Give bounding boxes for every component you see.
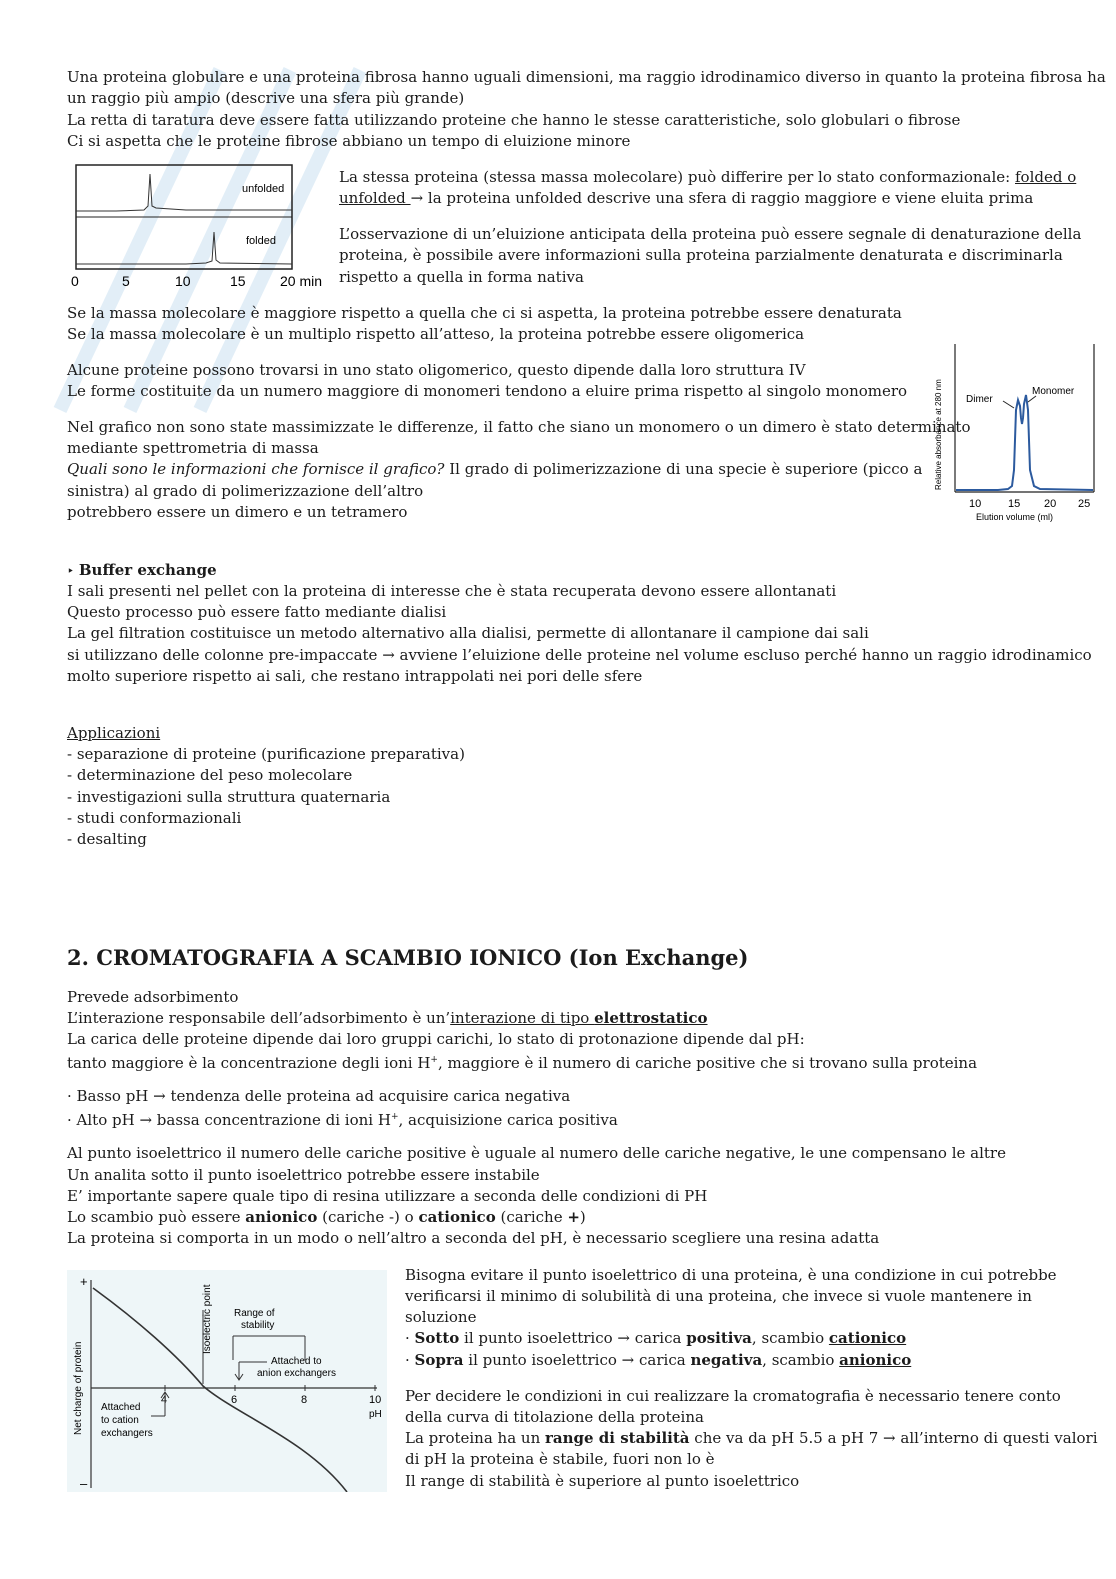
x-axis-label: pH — [369, 1409, 382, 1420]
list-item: - desalting — [67, 830, 147, 848]
dimer-monomer-chart — [928, 340, 1100, 525]
subsection-title: ‣ Buffer exchange — [67, 561, 217, 579]
tick-label: 15 — [1008, 498, 1021, 510]
tick-label: 5 — [122, 273, 130, 289]
text-line: Alcune proteine possono trovarsi in uno stato oligomerico, questo dipende dalla loro struttura IV — [67, 361, 806, 379]
x-axis-label: Elution volume (ml) — [976, 512, 1054, 522]
tick-label: 10 — [969, 498, 982, 510]
text-line: Bisogna evitare il punto isoelettrico di una proteina, è una condizione in cui potrebbe — [405, 1266, 1057, 1284]
list-item: - separazione di proteine (purificazione preparativa) — [67, 745, 465, 763]
label-cation: Attached — [101, 1402, 141, 1413]
chart-background — [67, 1270, 387, 1492]
text-line: tanto maggiore è la concentrazione degli ioni H+, maggiore è il numero di cariche positive che si trovano sulla proteina — [67, 1054, 978, 1072]
text-line: soluzione — [405, 1308, 477, 1326]
tick-label: 25 — [1078, 498, 1091, 510]
arrow-dimer — [1003, 401, 1014, 408]
text-line: · Sotto il punto isoelettrico → carica positiva, scambio cationico — [405, 1329, 907, 1347]
text-line: La proteina ha un range di stabilità che va da pH 5.5 a pH 7 → all’interno di questi valori — [405, 1429, 1098, 1447]
text-line: Nel grafico non sono state massimizzate le differenze, il fatto che siano un monomero o un dimero è stato determinato — [67, 418, 971, 436]
label-monomer: Monomer — [1032, 386, 1075, 397]
text-line: molto superiore rispetto ai sali, che restano intrappolati nei pori delle sfere — [67, 667, 643, 685]
section-heading: 2. CROMATOGRAFIA A SCAMBIO IONICO (Ion Exchange) — [67, 945, 749, 970]
label-anion: anion exchangers — [257, 1368, 336, 1379]
label-cation: to cation — [101, 1415, 139, 1426]
tick-label: 8 — [301, 1394, 308, 1406]
text-line: · Basso pH → tendenza delle proteina ad acquisire carica negativa — [67, 1087, 571, 1105]
text-line: mediante spettrometria di massa — [67, 439, 319, 457]
list-item: - determinazione del peso molecolare — [67, 766, 353, 784]
text-line: I sali presenti nel pellet con la proteina di interesse che è stata recuperata devono essere allontanati — [67, 582, 837, 600]
label-cation: exchangers — [101, 1428, 153, 1439]
text-line: L’interazione responsabile dell’adsorbimento è un’interazione di tipo elettrostatico — [67, 1009, 708, 1027]
text-line: La gel filtration costituisce un metodo alternativo alla dialisi, permette di allontanare il campione dai sali — [67, 624, 869, 642]
text-line: La carica delle proteine dipende dai loro gruppi carichi, lo stato di protonazione dipende dal pH: — [67, 1030, 805, 1048]
text-line: unfolded → la proteina unfolded descrive una sfera di raggio maggiore e viene eluita prima — [339, 189, 1034, 207]
text-line: verificarsi il minimo di solubilità di una proteina, che invece si vuole mantenere in — [405, 1287, 1032, 1305]
text-line: La proteina si comporta in un modo o nell’altro a seconda del pH, è necessario scegliere una resina adatta — [67, 1229, 880, 1247]
text-line: sinistra) al grado di polimerizzazione dell’altro — [67, 482, 424, 500]
text-line: Le forme costituite da un numero maggiore di monomeri tendono a eluire prima rispetto al singolo monomero — [67, 382, 908, 400]
tick-label: 20 — [1044, 498, 1057, 510]
text-line: La retta di taratura deve essere fatta utilizzando proteine che hanno le stesse caratteristiche, solo globulari o fibrose — [67, 111, 961, 129]
label-minus: – — [80, 1476, 88, 1491]
text-line: rispetto a quella in forma nativa — [339, 268, 584, 286]
tick-label: 10 — [175, 273, 191, 289]
tick-label: 10 — [369, 1394, 382, 1406]
label-dimer: Dimer — [966, 394, 993, 405]
label-anion: Attached to — [271, 1356, 322, 1367]
text-line: Questo processo può essere fatto mediante dialisi — [67, 603, 447, 621]
list-item: - studi conformazionali — [67, 809, 242, 827]
applications-title: Applicazioni — [67, 724, 161, 742]
y-axis-label: Net charge of protein — [73, 1341, 84, 1435]
elution-trace — [956, 395, 1093, 490]
text-line: Una proteina globulare e una proteina fibrosa hanno uguali dimensioni, ma raggio idrodinamico diverso in quanto la proteina fibrosa ha — [67, 68, 1106, 86]
y-axis-label: Relative absorbance at 280 nm — [934, 379, 943, 490]
text-line: della curva di titolazione della proteina — [405, 1408, 704, 1426]
text-line: Lo scambio può essere anionico (cariche -) o cationico (cariche +) — [67, 1208, 586, 1226]
label-range: Range of — [234, 1308, 275, 1319]
text-line: · Alto pH → bassa concentrazione di ioni H+, acquisizione carica positiva — [67, 1111, 618, 1129]
label-plus: + — [80, 1274, 88, 1289]
label-range: stability — [241, 1320, 275, 1331]
label-unfolded: unfolded — [242, 183, 285, 195]
label-folded: folded — [246, 235, 276, 247]
text-line: Se la massa molecolare è maggiore rispetto a quella che ci si aspetta, la proteina potrebbe essere denaturata — [67, 304, 902, 322]
text-line: potrebbero essere un dimero e un tetramero — [67, 503, 408, 521]
text-line: Un analita sotto il punto isoelettrico potrebbe essere instabile — [67, 1166, 540, 1184]
tick-label: 6 — [231, 1394, 238, 1406]
text-line: di pH la proteina è stabile, fuori non lo è — [405, 1450, 715, 1468]
text-line: Il range di stabilità è superiore al punto isoelettrico — [405, 1472, 800, 1490]
fold-chromatogram — [66, 160, 331, 295]
text-line: · Sopra il punto isoelettrico → carica negativa, scambio anionico — [405, 1351, 912, 1369]
text-line: L’osservazione di un’eluizione anticipata della proteina può essere segnale di denaturazione della — [339, 225, 1082, 243]
text-line: E’ importante sapere quale tipo di resina utilizzare a seconda delle condizioni di PH — [67, 1187, 708, 1205]
titration-curve-chart — [67, 1270, 387, 1492]
text-line: La stessa proteina (stessa massa molecolare) può differire per lo stato conformazionale: folded o — [339, 168, 1077, 186]
text-line: proteina, è possibile avere informazioni sulla proteina parzialmente denaturata e discriminarla — [339, 246, 1063, 264]
tick-label: 0 — [71, 273, 79, 289]
text-line: Al punto isoelettrico il numero delle cariche positive è uguale al numero delle cariche negative, le une compensano le altre — [67, 1144, 1006, 1162]
text-line: Se la massa molecolare è un multiplo rispetto all’atteso, la proteina potrebbe essere oligomerica — [67, 325, 805, 343]
text-line: Per decidere le condizioni in cui realizzare la cromatografia è necessario tenere conto — [405, 1387, 1061, 1405]
text-line: Prevede adsorbimento — [67, 988, 239, 1006]
label-isoelectric-point: Isoelectric point — [202, 1284, 213, 1354]
text-line: si utilizzano delle colonne pre-impaccate → avviene l’eluizione delle proteine nel volume escluso perché hanno un raggio idrodinamico — [67, 646, 1092, 664]
tick-label: 4 — [161, 1394, 168, 1406]
tick-label: 20 min — [280, 273, 323, 289]
text-line: un raggio più ampio (descrive una sfera più grande) — [67, 89, 465, 107]
text-line: Ci si aspetta che le proteine fibrose abbiano un tempo di eluizione minore — [67, 132, 631, 150]
list-item: - investigazioni sulla struttura quaternaria — [67, 788, 391, 806]
text-line: Quali sono le informazioni che fornisce il grafico? Il grado di polimerizzazione di una specie è superiore (picco a — [67, 460, 923, 478]
tick-label: 15 — [230, 273, 246, 289]
